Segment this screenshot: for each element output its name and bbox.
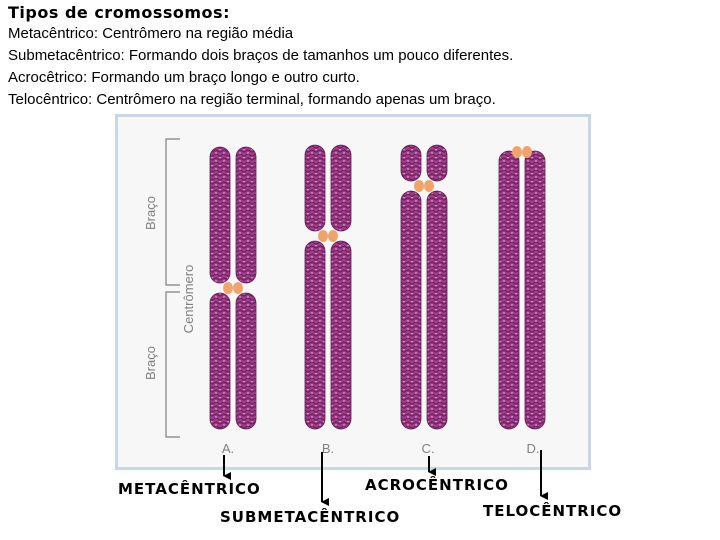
centromere-label: Centrômero: [181, 264, 196, 334]
letter-c: C.: [421, 441, 435, 456]
letter-b: B.: [321, 441, 335, 456]
letter-a: A.: [221, 441, 235, 456]
caption-acrocentric: ACROCÊNTRICO: [365, 476, 509, 494]
letter-d: D.: [526, 441, 540, 456]
caption-submetacentric: SUBMETACÊNTRICO: [220, 508, 401, 526]
description-acrocentric: Acrocêtrico: Formando um braço longo e outro curto.: [8, 69, 360, 86]
arm-top-label: Braço: [143, 196, 158, 230]
page-title: Tipos de cromossomos:: [8, 3, 230, 22]
description-telocentric: Telocêntrico: Centrômero na região terminal, formando apenas um braço.: [8, 91, 496, 108]
description-metacentric: Metacêntrico: Centrômero na região média: [8, 25, 294, 42]
caption-metacentric: METACÊNTRICO: [118, 480, 261, 498]
description-submetacentric: Submetacêntrico: Formando dois braços de tamanhos um pouco diferentes.: [8, 47, 514, 64]
caption-telocentric: TELOCÊNTRICO: [483, 502, 623, 520]
arm-bottom-label: Braço: [143, 346, 158, 380]
